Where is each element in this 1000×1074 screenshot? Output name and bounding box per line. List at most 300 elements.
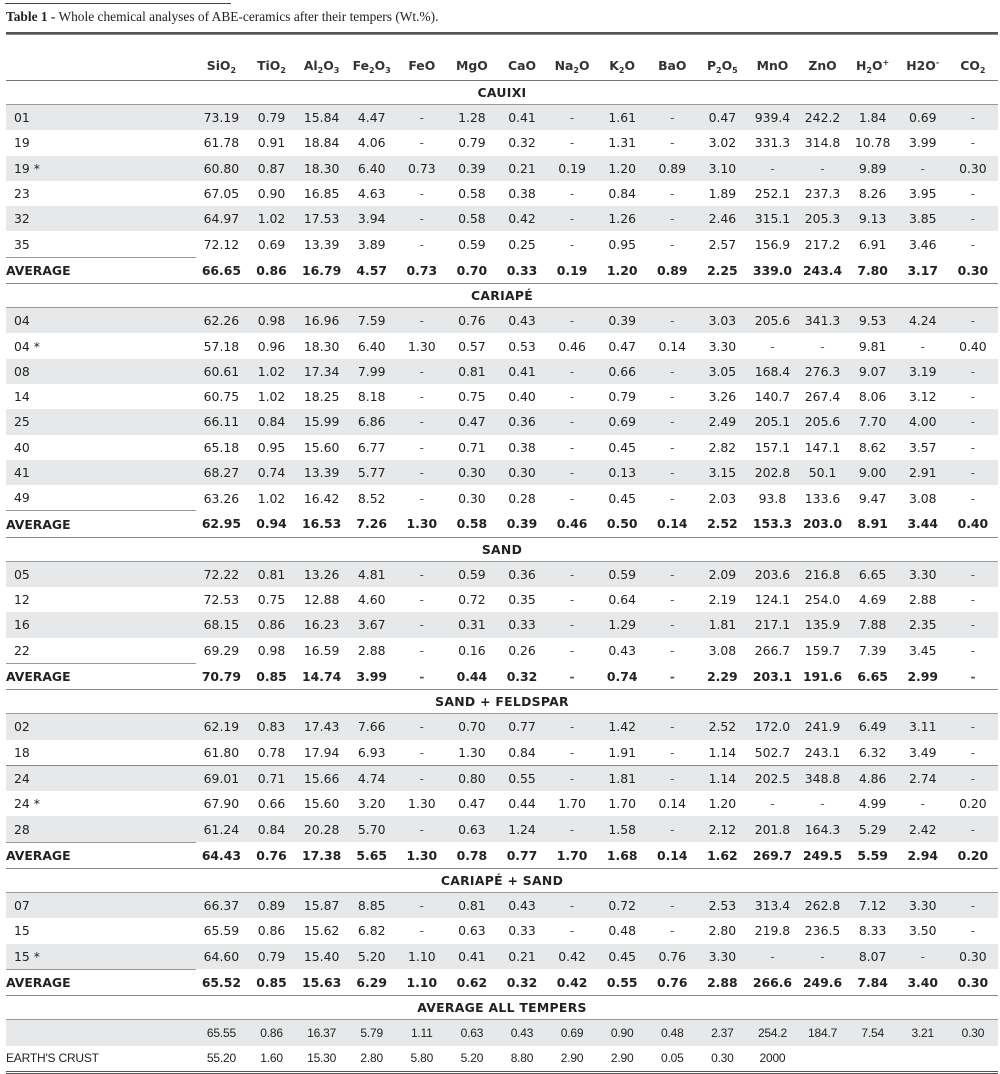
column-header-base: ZnO	[808, 58, 837, 73]
value-cell: 2.25	[697, 257, 747, 283]
value-cell: 16.23	[297, 612, 347, 637]
value-cell: 236.5	[804, 923, 841, 939]
value-cell: 3.99	[908, 135, 937, 151]
value-cell: 15.62	[303, 923, 340, 939]
value-cell: 0.71	[246, 765, 296, 791]
value-cell: 1.30	[397, 842, 447, 868]
value-cell: 0.42	[497, 206, 547, 231]
value-cell: 0.72	[597, 893, 647, 919]
value-cell: -	[770, 796, 775, 812]
sample-label: 23	[14, 186, 30, 202]
value-cell: -	[970, 643, 976, 659]
value-cell: 0.75	[257, 592, 286, 608]
value-cell: 0.58	[447, 511, 497, 537]
value-cell: -	[397, 663, 447, 689]
value-cell: 0.38	[508, 439, 536, 455]
value-cell: 0.89	[647, 156, 697, 181]
value-cell: 0.86	[246, 612, 296, 637]
value-cell: 2.29	[697, 663, 747, 689]
value-cell: 7.12	[848, 893, 898, 919]
value-cell: 8.62	[858, 439, 887, 455]
column-header	[397, 35, 447, 81]
value-cell: 0.43	[608, 643, 636, 659]
value-cell: 0.32	[497, 663, 547, 689]
value-cell: -	[569, 135, 575, 151]
value-cell: 1.58	[597, 816, 647, 842]
value-cell: 1.10	[397, 969, 447, 995]
value-cell: 0.55	[597, 969, 647, 995]
value-cell: -	[397, 308, 447, 334]
value-cell: 201.8	[747, 816, 797, 842]
value-cell: 0.26	[508, 643, 536, 659]
value-cell: 1.31	[608, 135, 636, 151]
value-cell: 0.48	[608, 923, 636, 939]
top-rule	[5, 3, 231, 4]
value-cell: 3.50	[908, 923, 937, 939]
value-cell: 3.30	[708, 338, 737, 354]
value-cell: -	[547, 359, 597, 384]
value-cell: 3.12	[908, 389, 937, 405]
value-cell: 64.43	[196, 842, 246, 868]
value-cell: 0.75	[458, 389, 486, 405]
value-cell: 1.42	[597, 714, 647, 740]
value-cell: 0.85	[246, 969, 296, 995]
sample-label: 01	[6, 105, 196, 131]
column-header-sub2: 3	[333, 66, 340, 75]
value-cell: 70.79	[196, 663, 246, 689]
value-cell: 0.95	[257, 439, 286, 455]
value-cell: 0.79	[246, 944, 296, 970]
value-cell: -	[647, 612, 697, 637]
value-cell: 0.71	[458, 439, 486, 455]
value-cell: -	[647, 893, 697, 919]
value-cell: 2.88	[697, 969, 747, 995]
value-cell: 0.43	[497, 893, 547, 919]
column-header	[898, 35, 948, 81]
value-cell: -	[948, 105, 998, 131]
sample-label: 19 *	[6, 156, 196, 181]
value-cell: 69.29	[203, 643, 240, 659]
value-cell: 0.38	[508, 186, 536, 202]
value-cell: 6.49	[848, 714, 898, 740]
column-header-base: P	[706, 58, 717, 73]
table-row	[6, 384, 998, 409]
group-title: AVERAGE ALL TEMPERS	[6, 996, 998, 1020]
value-cell: 65.55	[196, 1020, 246, 1046]
value-cell: 6.77	[357, 439, 386, 455]
table-row	[6, 587, 998, 612]
value-cell: 6.65	[848, 561, 898, 587]
value-cell: 16.42	[303, 490, 340, 506]
value-cell: 314.8	[804, 135, 841, 151]
value-cell: 2.49	[697, 409, 747, 434]
value-cell: -	[397, 765, 447, 791]
header-blank	[6, 35, 196, 81]
value-cell: 7.80	[848, 257, 898, 283]
value-cell: 68.15	[196, 612, 246, 637]
value-cell: 243.4	[798, 257, 848, 283]
column-header-base: Al	[303, 58, 318, 73]
value-cell: 0.35	[508, 592, 536, 608]
value-cell: 341.3	[798, 308, 848, 334]
value-cell: 1.70	[558, 796, 586, 812]
value-cell: -	[647, 714, 697, 740]
value-cell: -	[647, 308, 697, 334]
value-cell: -	[670, 135, 675, 151]
value-cell: -	[419, 744, 425, 760]
column-header-sub: 2	[716, 66, 722, 75]
value-cell: 0.19	[547, 257, 597, 283]
value-cell: 0.79	[458, 135, 486, 151]
value-cell: -	[547, 893, 597, 919]
value-cell: 0.90	[597, 1020, 647, 1046]
value-cell: 0.33	[508, 923, 536, 939]
value-cell: 0.72	[458, 592, 486, 608]
value-cell: 0.20	[948, 842, 998, 868]
sample-label: 40	[14, 439, 30, 455]
value-cell: 7.54	[848, 1020, 898, 1046]
value-cell: 17.53	[297, 206, 347, 231]
column-header-base: CO	[960, 58, 980, 73]
value-cell: 3.08	[908, 490, 937, 506]
earths-crust-row	[6, 1046, 998, 1073]
value-cell: 8.26	[858, 186, 887, 202]
value-cell: 1.70	[547, 842, 597, 868]
value-cell: -	[670, 592, 675, 608]
value-cell: 2.88	[357, 643, 386, 659]
value-cell: -	[898, 156, 948, 181]
value-cell: 168.4	[747, 359, 797, 384]
value-cell: -	[419, 643, 425, 659]
table-row	[6, 485, 998, 511]
value-cell: 348.8	[798, 765, 848, 791]
value-cell: 8.07	[848, 944, 898, 970]
value-cell: 0.59	[458, 236, 486, 252]
value-cell: 3.30	[898, 561, 948, 587]
value-cell: 0.14	[658, 796, 687, 812]
value-cell: 0.13	[597, 460, 647, 485]
value-cell: 0.63	[447, 816, 497, 842]
table-row	[6, 231, 998, 257]
value-cell: -	[670, 643, 675, 659]
average-row	[6, 842, 998, 868]
value-cell: 216.8	[798, 561, 848, 587]
value-cell: 6.91	[858, 236, 887, 252]
value-cell: 3.17	[898, 257, 948, 283]
value-cell: 0.46	[558, 338, 586, 354]
value-cell: 0.59	[447, 561, 497, 587]
sample-label: 04	[6, 308, 196, 334]
value-cell: 0.30	[447, 460, 497, 485]
value-cell: 0.70	[447, 714, 497, 740]
value-cell: -	[569, 236, 575, 252]
table-row	[6, 409, 998, 434]
value-cell: -	[948, 359, 998, 384]
value-cell: 8.91	[848, 511, 898, 537]
table-row	[6, 740, 998, 766]
value-cell: 0.36	[497, 561, 547, 587]
value-cell: 0.39	[447, 156, 497, 181]
value-cell: 1.14	[708, 744, 737, 760]
value-cell: 17.38	[297, 842, 347, 868]
value-cell: 0.47	[608, 338, 636, 354]
value-cell: 315.1	[747, 206, 797, 231]
table-row	[6, 944, 998, 970]
value-cell: 0.84	[608, 186, 636, 202]
value-cell: 57.18	[203, 338, 240, 354]
table-row	[6, 638, 998, 664]
column-header-sub2: 5	[732, 66, 738, 75]
value-cell: 2.09	[697, 561, 747, 587]
value-cell: 9.81	[858, 338, 887, 354]
value-cell: 8.85	[347, 893, 397, 919]
value-cell: 2.82	[708, 439, 737, 455]
table-row	[6, 893, 998, 919]
value-cell: 6.40	[357, 338, 386, 354]
value-cell: -	[670, 186, 675, 202]
column-header-sub: 2	[573, 66, 579, 75]
value-cell: 18.25	[303, 389, 340, 405]
value-cell: -	[798, 944, 848, 970]
value-cell: 1.02	[257, 490, 286, 506]
table-row	[6, 181, 998, 206]
value-cell: 3.49	[908, 744, 937, 760]
table-row	[6, 206, 998, 231]
column-header-mid: O	[721, 58, 733, 73]
value-cell: 3.57	[908, 439, 937, 455]
value-cell: 9.07	[848, 359, 898, 384]
value-cell: 1.20	[708, 796, 737, 812]
value-cell: 0.57	[458, 338, 486, 354]
caption-text: Whole chemical analyses of ABE-ceramics after their tempers (Wt.%).	[55, 9, 439, 24]
value-cell: 8.80	[497, 1046, 547, 1073]
value-cell: 0.98	[246, 308, 296, 334]
value-cell: 72.22	[196, 561, 246, 587]
value-cell: -	[569, 592, 575, 608]
value-cell: 9.53	[848, 308, 898, 334]
value-cell: 0.58	[458, 186, 486, 202]
value-cell: -	[397, 206, 447, 231]
value-cell: 16.85	[303, 186, 340, 202]
value-cell: 0.30	[458, 490, 486, 506]
value-cell: 17.94	[303, 744, 340, 760]
value-cell: 5.70	[347, 816, 397, 842]
value-cell: 8.06	[858, 389, 887, 405]
column-header-sub: 2	[317, 66, 324, 75]
value-cell: 50.1	[798, 460, 848, 485]
value-cell: 0.94	[246, 511, 296, 537]
value-cell: 2.52	[697, 511, 747, 537]
sample-label: 19	[14, 135, 30, 151]
value-cell: 0.47	[447, 409, 497, 434]
value-cell: 66.37	[196, 893, 246, 919]
value-cell: 14.74	[297, 663, 347, 689]
value-cell: 1.84	[848, 105, 898, 131]
column-header-base: BaO	[658, 58, 687, 73]
value-cell: 0.69	[898, 105, 948, 131]
value-cell: -	[419, 135, 425, 151]
value-cell: -	[569, 744, 575, 760]
value-cell: 0.78	[257, 744, 286, 760]
value-cell: 140.7	[754, 389, 791, 405]
value-cell: 0.76	[647, 944, 697, 970]
value-cell: 1.29	[597, 612, 647, 637]
sample-label: 15 *	[6, 944, 196, 970]
value-cell: -	[647, 359, 697, 384]
value-cell: 0.63	[458, 923, 486, 939]
value-cell: 0.53	[508, 338, 536, 354]
value-cell: 0.50	[597, 511, 647, 537]
earths-crust-label: EARTH'S CRUST	[6, 1046, 196, 1073]
sample-label: 15	[14, 923, 30, 939]
value-cell: -	[670, 389, 675, 405]
group-title: CAUIXI	[6, 81, 998, 105]
value-cell: 0.62	[447, 969, 497, 995]
value-cell: 242.2	[798, 105, 848, 131]
value-cell	[948, 1046, 998, 1073]
value-cell: 7.59	[347, 308, 397, 334]
value-cell: 7.39	[858, 643, 887, 659]
value-cell: -	[397, 612, 447, 637]
table-row	[6, 561, 998, 587]
value-cell: 16.59	[303, 643, 340, 659]
value-cell: -	[948, 765, 998, 791]
value-cell: 15.63	[297, 969, 347, 995]
value-cell: 0.80	[447, 765, 497, 791]
column-header	[196, 35, 246, 81]
value-cell: 249.5	[798, 842, 848, 868]
value-cell: 0.28	[508, 490, 536, 506]
column-header-base: Fe	[352, 58, 370, 73]
value-cell: 3.03	[697, 308, 747, 334]
column-header-mid: O	[624, 58, 636, 73]
value-cell: 62.95	[196, 511, 246, 537]
column-header-sub: 2	[230, 66, 237, 75]
column-header	[497, 35, 547, 81]
value-cell: 3.05	[697, 359, 747, 384]
value-cell: 0.41	[447, 944, 497, 970]
value-cell: 0.21	[497, 156, 547, 181]
value-cell: 0.42	[547, 944, 597, 970]
value-cell: 60.75	[203, 389, 240, 405]
value-cell: 1.62	[697, 842, 747, 868]
value-cell: 4.74	[347, 765, 397, 791]
table-row	[6, 714, 998, 740]
column-header	[948, 35, 998, 81]
value-cell: -	[820, 338, 825, 354]
value-cell: 0.32	[497, 969, 547, 995]
table-body	[6, 81, 998, 1073]
value-cell: 203.1	[747, 663, 797, 689]
average-label: AVERAGE	[6, 663, 196, 689]
value-cell: 4.69	[858, 592, 887, 608]
column-header-base: H2O	[906, 58, 936, 73]
value-cell: 1.14	[697, 765, 747, 791]
value-cell: -	[948, 460, 998, 485]
value-cell: 0.30	[948, 944, 998, 970]
value-cell: -	[547, 612, 597, 637]
value-cell: 2.90	[597, 1046, 647, 1073]
value-cell: 6.32	[858, 744, 887, 760]
value-cell: 9.89	[848, 156, 898, 181]
table-row	[6, 359, 998, 384]
value-cell: -	[970, 389, 976, 405]
column-header-base: Na	[554, 58, 574, 73]
value-cell: 1.11	[397, 1020, 447, 1046]
value-cell: 0.30	[497, 460, 547, 485]
column-header-sub: 2	[866, 66, 872, 75]
value-cell: 68.27	[196, 460, 246, 485]
value-cell: 205.6	[747, 308, 797, 334]
value-cell: 331.3	[754, 135, 791, 151]
value-cell: 0.41	[497, 359, 547, 384]
value-cell: 2.80	[708, 923, 737, 939]
value-cell: 9.00	[848, 460, 898, 485]
value-cell: 67.90	[203, 796, 240, 812]
value-cell: 2000	[747, 1046, 797, 1073]
value-cell: 0.40	[508, 389, 536, 405]
value-cell: 7.88	[848, 612, 898, 637]
value-cell: 2.90	[547, 1046, 597, 1073]
value-cell: 3.46	[908, 236, 937, 252]
table-row	[6, 816, 998, 842]
value-cell: 0.76	[246, 842, 296, 868]
value-cell: 6.86	[347, 409, 397, 434]
value-cell: 262.8	[798, 893, 848, 919]
value-cell: 0.81	[246, 561, 296, 587]
value-cell: 61.80	[203, 744, 240, 760]
value-cell: 61.78	[203, 135, 240, 151]
value-cell: -	[569, 490, 575, 506]
value-cell: -	[647, 561, 697, 587]
group-header-row	[6, 869, 998, 893]
table-row	[6, 333, 998, 358]
value-cell: 157.1	[754, 439, 791, 455]
group-header-row	[6, 284, 998, 308]
value-cell: 267.4	[804, 389, 841, 405]
value-cell: 0.39	[497, 511, 547, 537]
value-cell: 184.7	[798, 1020, 848, 1046]
value-cell: 2.74	[898, 765, 948, 791]
value-cell: -	[920, 796, 925, 812]
value-cell: 7.84	[848, 969, 898, 995]
value-cell: 3.44	[898, 511, 948, 537]
value-cell: 15.60	[303, 439, 340, 455]
value-cell: 1.02	[246, 206, 296, 231]
column-header-base: CaO	[507, 58, 536, 73]
table-row	[6, 308, 998, 334]
group-title: CARIAPÉ	[6, 284, 998, 308]
value-cell: 15.99	[297, 409, 347, 434]
value-cell: 62.19	[196, 714, 246, 740]
value-cell: 5.65	[347, 842, 397, 868]
value-cell: 124.1	[754, 592, 791, 608]
value-cell: 0.95	[608, 236, 636, 252]
column-header	[798, 35, 848, 81]
value-cell: 0.33	[497, 257, 547, 283]
value-cell: 12.88	[303, 592, 340, 608]
value-cell: -	[820, 796, 825, 812]
table-row	[6, 791, 998, 816]
group-title: CARIAPÉ + SAND	[6, 869, 998, 893]
value-cell: 3.30	[697, 944, 747, 970]
value-cell: 1.10	[397, 944, 447, 970]
value-cell: -	[948, 612, 998, 637]
value-cell: 0.45	[597, 944, 647, 970]
value-cell: -	[948, 663, 998, 689]
value-cell: 6.29	[347, 969, 397, 995]
value-cell: 2.42	[898, 816, 948, 842]
